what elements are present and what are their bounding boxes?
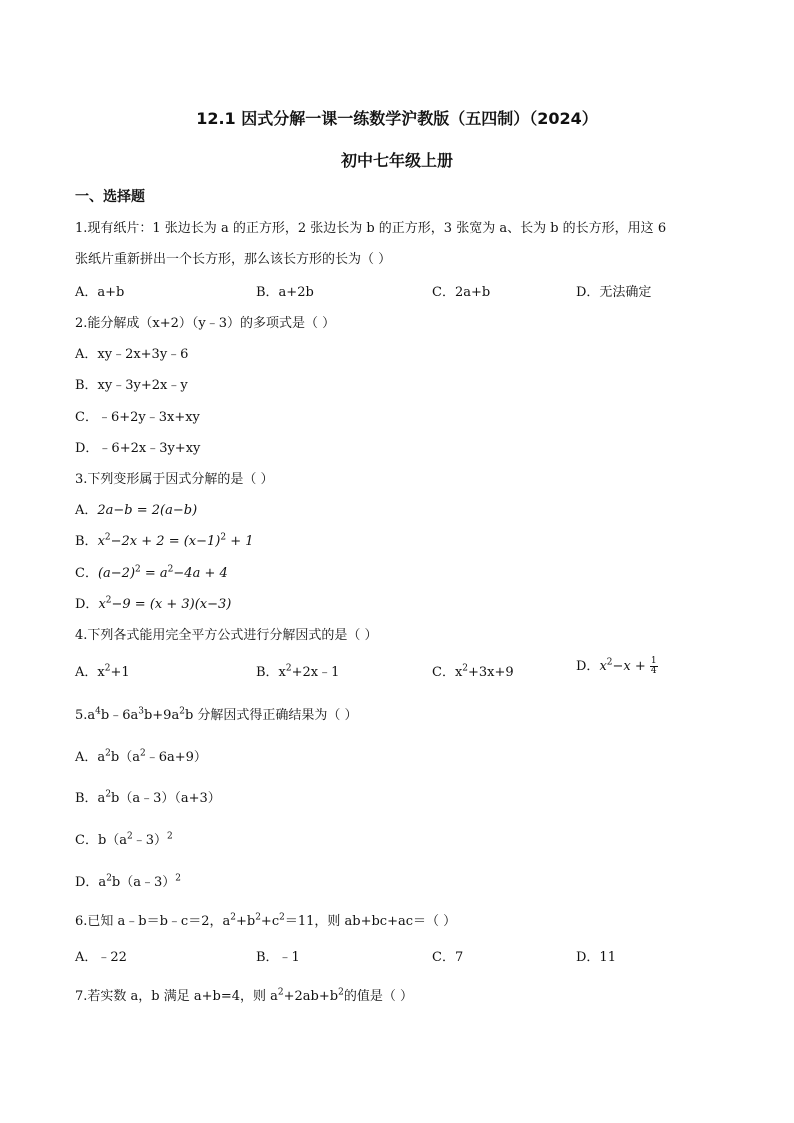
stem-text: 5.a [75, 708, 96, 723]
q3-option-b [75, 530, 254, 549]
q4-option-d [576, 655, 658, 676]
exponent: 2 [179, 706, 185, 717]
q3-stem: 3.下列变形属于因式分解的是（ ） [75, 472, 274, 487]
exponent: 2 [255, 912, 261, 923]
exponent: 2 [104, 663, 111, 674]
stem-text: b+9a [143, 708, 180, 723]
q5-option-b [75, 787, 221, 806]
option-label: A． [75, 503, 98, 518]
option-text: B．x [256, 665, 286, 680]
exponent: 2 [285, 663, 292, 674]
math-term: (a−2) [97, 566, 136, 581]
exponent: 2 [135, 564, 141, 575]
math-term: x [97, 534, 105, 549]
option-text: A．a [75, 750, 106, 765]
q4-option-a [75, 661, 130, 680]
document-title: 12.1 因式分解一课一练数学沪教版（五四制）（2024） [196, 109, 598, 128]
q6-option-c: C．7 [432, 950, 464, 965]
math-term: −x + [612, 659, 650, 674]
exponent: 2 [104, 532, 111, 543]
q5-option-a [75, 746, 207, 765]
q1-stem-line1: 1.现有纸片：1 张边长为 a 的正方形，2 张边长为 b 的正方形，3 张宽为 a、长为 b 的长方形，用这 6 [75, 221, 667, 236]
option-text: C．b（a [75, 833, 128, 848]
stem-text: b﹣6a [100, 708, 139, 723]
math-term: −4a + 4 [173, 566, 228, 581]
q2-option-b: B．xy﹣3y+2x﹣y [75, 378, 188, 393]
stem-text: 6.已知 a﹣b＝b﹣c＝2，a [75, 914, 231, 929]
option-label: D． [576, 659, 600, 674]
exponent: 2 [167, 564, 174, 575]
q2-stem: 2.能分解成（x+2）（y﹣3）的多项式是（ ） [75, 316, 336, 331]
exponent: 2 [139, 748, 146, 759]
q4-stem: 4.下列各式能用完全平方公式进行分解因式的是（ ） [75, 628, 378, 643]
stem-text: +2ab+b [283, 989, 339, 1004]
option-text: b（a﹣3）（a+3） [111, 791, 221, 806]
exponent: 2 [279, 912, 285, 923]
option-text: +2x﹣1 [291, 665, 340, 680]
exponent: 2 [175, 873, 181, 884]
option-text: ﹣3） [132, 833, 168, 848]
option-text: D．a [75, 875, 107, 890]
exponent: 2 [127, 831, 133, 842]
option-text: A．x [75, 665, 105, 680]
exponent: 2 [106, 873, 112, 884]
fraction [650, 657, 658, 676]
q5-option-c [75, 829, 173, 848]
option-text: b（a﹣3） [111, 875, 176, 890]
math-term: x [98, 597, 106, 612]
q4-option-b [256, 661, 339, 680]
q1-option-c: C．2a+b [432, 285, 491, 300]
q3-option-c [75, 562, 228, 581]
option-text: C．x [432, 665, 463, 680]
exponent: 2 [606, 657, 613, 668]
exponent: 2 [167, 831, 173, 842]
q6-option-a: A．﹣22 [75, 950, 127, 965]
stem-text: +b [235, 914, 256, 929]
option-text: B．a [75, 791, 106, 806]
exponent: 2 [338, 987, 344, 998]
q1-stem-line2: 张纸片重新拼出一个长方形，那么该长方形的长为（ ） [75, 252, 392, 267]
q3-option-d [75, 593, 231, 612]
stem-text: 7.若实数 a，b 满足 a+b=4，则 a [75, 989, 278, 1004]
exponent: 4 [95, 706, 101, 717]
q7-stem [75, 985, 413, 1004]
q4-option-c [432, 661, 514, 680]
exponent: 2 [105, 748, 111, 759]
document-subtitle: 初中七年级上册 [340, 151, 453, 170]
fraction-denominator: 4 [650, 666, 657, 676]
q3-option-a-math: 2a−b = 2(a−b) [97, 503, 198, 518]
stem-text: +c [260, 914, 280, 929]
q2-option-c: C．﹣6+2y﹣3x+xy [75, 410, 200, 425]
math-term: −9 = (x + 3)(x−3) [111, 597, 232, 612]
q2-option-a: A．xy﹣2x+3y﹣6 [75, 347, 189, 362]
option-text: b（a [110, 750, 140, 765]
exponent: 2 [220, 532, 227, 543]
exponent: 2 [230, 912, 236, 923]
math-term: −2x + 2 = (x−1) [110, 534, 221, 549]
stem-text: ＝11，则 ab+bc+ac＝（ ） [284, 914, 457, 929]
stem-text: b 分解因式得正确结果为（ ） [184, 708, 358, 723]
q6-option-d: D．11 [576, 950, 616, 965]
option-text: ﹣6a+9） [145, 750, 207, 765]
exponent: 3 [138, 706, 144, 717]
math-term: + 1 [226, 534, 254, 549]
option-label: D． [75, 597, 99, 612]
option-label: B． [75, 534, 98, 549]
q6-option-b: B．﹣1 [256, 950, 300, 965]
option-label: C． [75, 566, 98, 581]
q6-stem [75, 910, 456, 929]
fraction-numerator: 1 [650, 656, 657, 666]
q1-option-a: A．a+b [75, 285, 125, 300]
q5-option-d [75, 871, 181, 890]
q2-option-d: D．﹣6+2x﹣3y+xy [75, 441, 201, 456]
q1-option-d: D．无法确定 [576, 285, 652, 300]
q1-option-b: B．a+2b [256, 285, 314, 300]
exponent: 2 [105, 595, 112, 606]
section-heading: 一、选择题 [75, 189, 145, 205]
q5-stem [75, 704, 358, 723]
q3-option-a [75, 499, 197, 518]
exponent: 2 [105, 789, 112, 800]
option-text: +3x+9 [468, 665, 514, 680]
option-text: +1 [110, 665, 130, 680]
math-term: = a [140, 566, 168, 581]
stem-text: 的值是（ ） [343, 989, 413, 1004]
exponent: 2 [277, 987, 284, 998]
math-term: x [599, 659, 607, 674]
exponent: 2 [462, 663, 469, 674]
